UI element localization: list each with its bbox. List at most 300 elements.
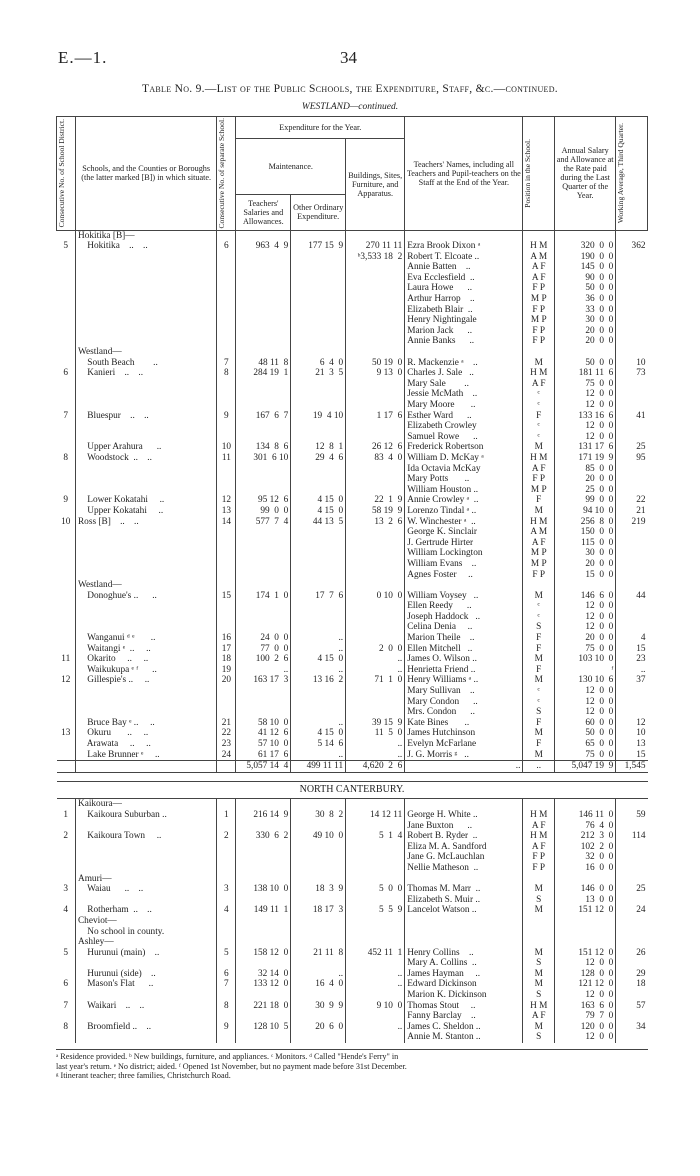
teacher-name: William Voysey .. (405, 591, 523, 602)
table-title: Table No. 9.—List of the Public Schools, the Expenditure, Staff, &c.—continued. (142, 83, 558, 95)
teacher-position: M (523, 591, 555, 602)
annual-salary: 12 0 0 (555, 958, 616, 969)
teacher-name: James C. Sheldon .. (405, 1022, 523, 1033)
school-number (217, 548, 236, 559)
teachers-salaries: 128 10 5 (236, 1022, 291, 1033)
teacher-name: Nellie Matheson .. (405, 863, 523, 874)
buildings-expenditure (346, 821, 405, 832)
teachers-salaries (236, 1032, 291, 1043)
school-number (217, 612, 236, 623)
teacher-name: W. Winchester ᵃ .. (405, 517, 523, 528)
working-average (616, 527, 648, 538)
school-number (217, 464, 236, 475)
page-code: E.—1. (58, 48, 108, 67)
teacher-name: Ezra Brook Dixon ᵃ (405, 241, 523, 252)
teacher-position: F (523, 665, 555, 676)
teachers-salaries (236, 612, 291, 623)
north-canterbury-row (57, 852, 648, 863)
school-number (217, 927, 236, 938)
other-expenditure: 30 9 9 (291, 1001, 346, 1012)
annual-salary (555, 580, 616, 591)
other-expenditure: .. (291, 750, 346, 761)
school-number (217, 252, 236, 263)
working-average: 59 (616, 810, 648, 821)
teacher-position (523, 927, 555, 938)
header-teachers-names: Teachers' Names, including all Teachers and Pupil-teachers on the Staff at the End of the Year. (405, 117, 523, 231)
teachers-salaries (236, 874, 291, 885)
teacher-name: Mrs. Condon .. (405, 707, 523, 718)
working-average: 25 (616, 884, 648, 895)
working-average: 57 (616, 1001, 648, 1012)
working-average (616, 252, 648, 263)
working-average: 13 (616, 739, 648, 750)
annual-salary: 36 0 0 (555, 294, 616, 305)
annual-salary: 128 0 0 (555, 969, 616, 980)
school-name: Waitangi ᵉ .. .. (75, 644, 216, 655)
westland-row (57, 336, 648, 347)
teacher-position: ᶜ (523, 697, 555, 708)
school-number: 7 (217, 358, 236, 369)
annual-salary: 103 10 0 (555, 654, 616, 665)
working-average (616, 697, 648, 708)
working-average (616, 432, 648, 443)
district-number (57, 927, 76, 938)
westland-totals-row (57, 761, 648, 773)
annual-salary: 76 4 0 (555, 821, 616, 832)
district-number (57, 379, 76, 390)
annual-salary (555, 347, 616, 358)
teacher-name: Samuel Rowe .. (405, 432, 523, 443)
district-number (57, 601, 76, 612)
buildings-expenditure (346, 400, 405, 411)
teachers-salaries (236, 697, 291, 708)
district-number: 10 (61, 516, 71, 527)
district-number (57, 633, 76, 644)
annual-salary: 12 0 0 (555, 612, 616, 623)
school-name: Cheviot— (75, 916, 216, 927)
school-name (75, 400, 216, 411)
north-canterbury-row (57, 821, 648, 832)
teacher-position (523, 937, 555, 948)
school-number (217, 937, 236, 948)
district-number (57, 262, 76, 273)
other-expenditure (291, 527, 346, 538)
blank-cell (217, 761, 236, 773)
district-number (57, 990, 76, 1001)
annual-salary: 20 0 0 (555, 633, 616, 644)
district-number (57, 821, 76, 832)
other-expenditure: 17 7 6 (291, 591, 346, 602)
buildings-expenditure: 9 10 0 (346, 1001, 405, 1012)
teacher-name: J. G. Morris ᵍ .. (405, 750, 523, 761)
westland-row (57, 739, 648, 750)
annual-salary: 115 0 0 (555, 538, 616, 549)
footnote-line: ᵍ Itinerant teacher; three families, Christchurch Road. (56, 1071, 231, 1080)
teacher-position: F (523, 411, 555, 422)
other-expenditure: 18 3 9 (291, 884, 346, 895)
westland-row (57, 421, 648, 432)
teacher-name: Eva Ecclesfield .. (405, 273, 523, 284)
teacher-name: Marion K. Dickinson (405, 990, 523, 1001)
working-average (616, 612, 648, 623)
teacher-position: A F (523, 538, 555, 549)
teacher-name (405, 799, 523, 810)
north-canterbury-row (57, 1011, 648, 1022)
teacher-name: Esther Ward .. (405, 411, 523, 422)
school-number (217, 326, 236, 337)
westland-row (57, 527, 648, 538)
annual-salary: 85 0 0 (555, 464, 616, 475)
westland-row (57, 400, 648, 411)
district-number (57, 874, 76, 885)
district-number (57, 273, 76, 284)
westland-row (57, 379, 648, 390)
working-average: 10 (616, 358, 648, 369)
school-number (217, 852, 236, 863)
buildings-expenditure (346, 326, 405, 337)
annual-salary: 181 11 6 (555, 368, 616, 379)
district-number: 8 (63, 1021, 69, 1032)
teachers-salaries (236, 294, 291, 305)
teacher-name: Ellen Reedy .. (405, 601, 523, 612)
other-expenditure (291, 294, 346, 305)
westland-row (57, 432, 648, 443)
teacher-position: M P (523, 485, 555, 496)
teachers-salaries (236, 230, 291, 241)
other-expenditure (291, 895, 346, 906)
annual-salary: 12 0 0 (555, 1032, 616, 1043)
annual-salary: 121 12 0 (555, 979, 616, 990)
teacher-name: Henry Nightingale (405, 315, 523, 326)
district-number: 11 (61, 654, 71, 665)
buildings-expenditure: 58 19 9 (346, 506, 405, 517)
other-expenditure: 12 8 1 (291, 442, 346, 453)
school-name: Kaikoura Suburban .. (75, 810, 216, 821)
buildings-expenditure (346, 842, 405, 853)
buildings-expenditure: 11 5 0 (346, 728, 405, 739)
westland-row (57, 358, 648, 369)
school-number (217, 283, 236, 294)
buildings-expenditure: 14 12 11 (346, 810, 405, 821)
blank-cell (75, 761, 216, 773)
other-expenditure (291, 697, 346, 708)
teacher-position: ᶜ (523, 432, 555, 443)
school-number (217, 485, 236, 496)
school-number (217, 580, 236, 591)
school-name: Hurunui (side) .. (75, 969, 216, 980)
total-teachers-salaries: 5,057 14 4 (236, 761, 291, 773)
teacher-name (405, 937, 523, 948)
working-average (616, 895, 648, 906)
other-expenditure (291, 474, 346, 485)
district-number (57, 686, 76, 697)
buildings-expenditure: 50 19 0 (346, 358, 405, 369)
district-number (57, 400, 76, 411)
teacher-position: M P (523, 294, 555, 305)
school-name (75, 421, 216, 432)
teacher-position: F (523, 495, 555, 506)
school-name: Arawata .. .. (75, 739, 216, 750)
working-average (616, 990, 648, 1001)
teacher-name: R. Mackenzie ᵃ .. (405, 358, 523, 369)
teacher-position: S (523, 958, 555, 969)
buildings-expenditure (346, 958, 405, 969)
district-number (57, 305, 76, 316)
north-canterbury-row (57, 884, 648, 895)
school-name (75, 283, 216, 294)
westland-row (57, 464, 648, 475)
working-average: 73 (616, 368, 648, 379)
annual-salary: 151 12 0 (555, 905, 616, 916)
north-canterbury-row (57, 916, 648, 927)
annual-salary: 13 0 0 (555, 895, 616, 906)
other-expenditure (291, 432, 346, 443)
school-number (217, 842, 236, 853)
teacher-position: A F (523, 262, 555, 273)
working-average (616, 548, 648, 559)
teacher-position: S (523, 707, 555, 718)
school-name (75, 252, 216, 263)
district-number (57, 538, 76, 549)
district-number (57, 432, 76, 443)
buildings-expenditure: .. (346, 1022, 405, 1033)
school-name (75, 1011, 216, 1022)
buildings-expenditure (346, 707, 405, 718)
other-expenditure (291, 580, 346, 591)
school-number (217, 622, 236, 633)
teacher-name: Evelyn McFarlane (405, 739, 523, 750)
westland-row (57, 675, 648, 686)
working-average (616, 622, 648, 633)
teacher-position: M (523, 969, 555, 980)
teacher-name: William Evans .. (405, 559, 523, 570)
other-expenditure (291, 686, 346, 697)
teachers-salaries (236, 601, 291, 612)
working-average (616, 852, 648, 863)
buildings-expenditure: .. (346, 739, 405, 750)
other-expenditure (291, 262, 346, 273)
teachers-salaries (236, 283, 291, 294)
school-name (75, 548, 216, 559)
other-expenditure: .. (291, 969, 346, 980)
district-number: 3 (63, 884, 69, 895)
header-position: Position in the School. (523, 117, 555, 231)
north-canterbury-row (57, 958, 648, 969)
school-number (217, 916, 236, 927)
teacher-name: Ida Octavia McKay (405, 464, 523, 475)
other-expenditure (291, 1032, 346, 1043)
teachers-salaries: 134 8 6 (236, 442, 291, 453)
other-expenditure (291, 842, 346, 853)
westland-row (57, 241, 648, 252)
teacher-position: F (523, 739, 555, 750)
buildings-expenditure (346, 474, 405, 485)
teachers-salaries (236, 421, 291, 432)
teachers-salaries (236, 432, 291, 443)
buildings-expenditure: 1 17 6 (346, 411, 405, 422)
district-number (57, 485, 76, 496)
buildings-expenditure (346, 1011, 405, 1022)
school-number: 6 (217, 241, 236, 252)
working-average (616, 1032, 648, 1043)
annual-salary: 12 0 0 (555, 707, 616, 718)
north-canterbury-row (57, 1022, 648, 1033)
other-expenditure (291, 707, 346, 718)
buildings-expenditure: 2 0 0 (346, 644, 405, 655)
working-average: 24 (616, 905, 648, 916)
school-number (217, 601, 236, 612)
school-name: Okarito .. .. (75, 654, 216, 665)
buildings-expenditure (346, 633, 405, 644)
other-expenditure (291, 601, 346, 612)
teacher-position: M P (523, 559, 555, 570)
school-name (75, 474, 216, 485)
working-average (616, 580, 648, 591)
annual-salary: 150 0 0 (555, 527, 616, 538)
teacher-position: ᶜ (523, 389, 555, 400)
teachers-salaries: 77 0 0 (236, 644, 291, 655)
school-number (217, 697, 236, 708)
header-district: Consecutive No. of School District. (57, 117, 76, 231)
school-name: Hokitika [B]— (75, 230, 216, 241)
teachers-salaries: 167 6 7 (236, 411, 291, 422)
teacher-position: H M (523, 831, 555, 842)
header-other-expenditure: Other Ordinary Expenditure. (291, 194, 346, 230)
teachers-salaries (236, 262, 291, 273)
annual-salary: 50 0 0 (555, 283, 616, 294)
teacher-name (405, 874, 523, 885)
working-average: 12 (616, 718, 648, 729)
district-number (57, 895, 76, 906)
working-average (616, 842, 648, 853)
working-average: 219 (616, 517, 648, 528)
working-average: 34 (616, 1022, 648, 1033)
school-number (217, 1032, 236, 1043)
other-expenditure: 21 11 8 (291, 948, 346, 959)
working-average: 95 (616, 453, 648, 464)
teacher-position: M (523, 948, 555, 959)
teacher-name: Thomas M. Marr .. (405, 884, 523, 895)
annual-salary (555, 927, 616, 938)
annual-salary: 130 10 6 (555, 675, 616, 686)
district-number (57, 718, 76, 729)
district-number: 8 (63, 452, 69, 463)
school-name (75, 842, 216, 853)
school-number: 12 (217, 495, 236, 506)
school-name (75, 326, 216, 337)
working-average (616, 1011, 648, 1022)
other-expenditure (291, 283, 346, 294)
school-name: Bluespur .. .. (75, 411, 216, 422)
teacher-name: Eliza M. A. Sandford (405, 842, 523, 853)
annual-salary: 20 0 0 (555, 326, 616, 337)
other-expenditure: .. (291, 644, 346, 655)
teachers-salaries: 99 0 0 (236, 506, 291, 517)
north-canterbury-row (57, 842, 648, 853)
other-expenditure (291, 622, 346, 633)
teacher-position: F P (523, 570, 555, 581)
district-number (57, 336, 76, 347)
other-expenditure: 21 3 5 (291, 368, 346, 379)
teacher-position: F (523, 644, 555, 655)
working-average (616, 315, 648, 326)
north-canterbury-row (57, 799, 648, 810)
teachers-salaries (236, 686, 291, 697)
buildings-expenditure (346, 686, 405, 697)
school-name (75, 432, 216, 443)
school-number (217, 874, 236, 885)
school-name (75, 697, 216, 708)
teachers-salaries (236, 895, 291, 906)
district-number (57, 294, 76, 305)
region-heading-north-canterbury: NORTH CANTERBURY. (57, 781, 648, 799)
school-name (75, 464, 216, 475)
buildings-expenditure (346, 347, 405, 358)
teachers-salaries (236, 273, 291, 284)
teacher-name: Henrietta Friend .. (405, 665, 523, 676)
other-expenditure (291, 799, 346, 810)
district-number (57, 916, 76, 927)
other-expenditure: 49 10 0 (291, 831, 346, 842)
school-name: Westland— (75, 347, 216, 358)
district-number (57, 326, 76, 337)
annual-salary: 146 11 0 (555, 810, 616, 821)
school-name: Waikari .. .. (75, 1001, 216, 1012)
teacher-position: F (523, 718, 555, 729)
district-number (57, 548, 76, 559)
teacher-position: F P (523, 863, 555, 874)
teacher-name: Mary Sale .. (405, 379, 523, 390)
footnote-line: ᵃ Residence provided. ᵇ New buildings, furniture, and appliances. ᶜ Monitors. ᵈ Called "Hende's Ferry" in (56, 1052, 399, 1061)
teachers-salaries: 284 19 1 (236, 368, 291, 379)
school-number: 7 (217, 979, 236, 990)
annual-salary: 133 16 6 (555, 411, 616, 422)
westland-row (57, 485, 648, 496)
westland-row (57, 633, 648, 644)
teacher-position: S (523, 1032, 555, 1043)
teacher-position: M (523, 506, 555, 517)
working-average: 362 (616, 241, 648, 252)
school-number (217, 686, 236, 697)
school-number: 10 (217, 442, 236, 453)
school-name (75, 852, 216, 863)
school-name (75, 273, 216, 284)
schools-table (56, 116, 648, 1043)
other-expenditure: 4 15 0 (291, 728, 346, 739)
school-number (217, 958, 236, 969)
school-name (75, 294, 216, 305)
district-number (57, 852, 76, 863)
other-expenditure: 5 14 6 (291, 739, 346, 750)
teacher-name: Frederick Robertson (405, 442, 523, 453)
district-number (57, 707, 76, 718)
annual-salary: 75 0 0 (555, 379, 616, 390)
buildings-expenditure (346, 464, 405, 475)
working-average (616, 273, 648, 284)
district-number: 13 (61, 728, 71, 739)
other-expenditure: 29 4 6 (291, 453, 346, 464)
working-average (616, 707, 648, 718)
school-number (217, 273, 236, 284)
annual-salary: 12 0 0 (555, 686, 616, 697)
district-number: 4 (63, 905, 69, 916)
westland-row (57, 273, 648, 284)
school-name (75, 895, 216, 906)
teacher-name: Mary Condon .. (405, 697, 523, 708)
teachers-salaries (236, 1011, 291, 1022)
teacher-position (523, 347, 555, 358)
westland-row (57, 622, 648, 633)
